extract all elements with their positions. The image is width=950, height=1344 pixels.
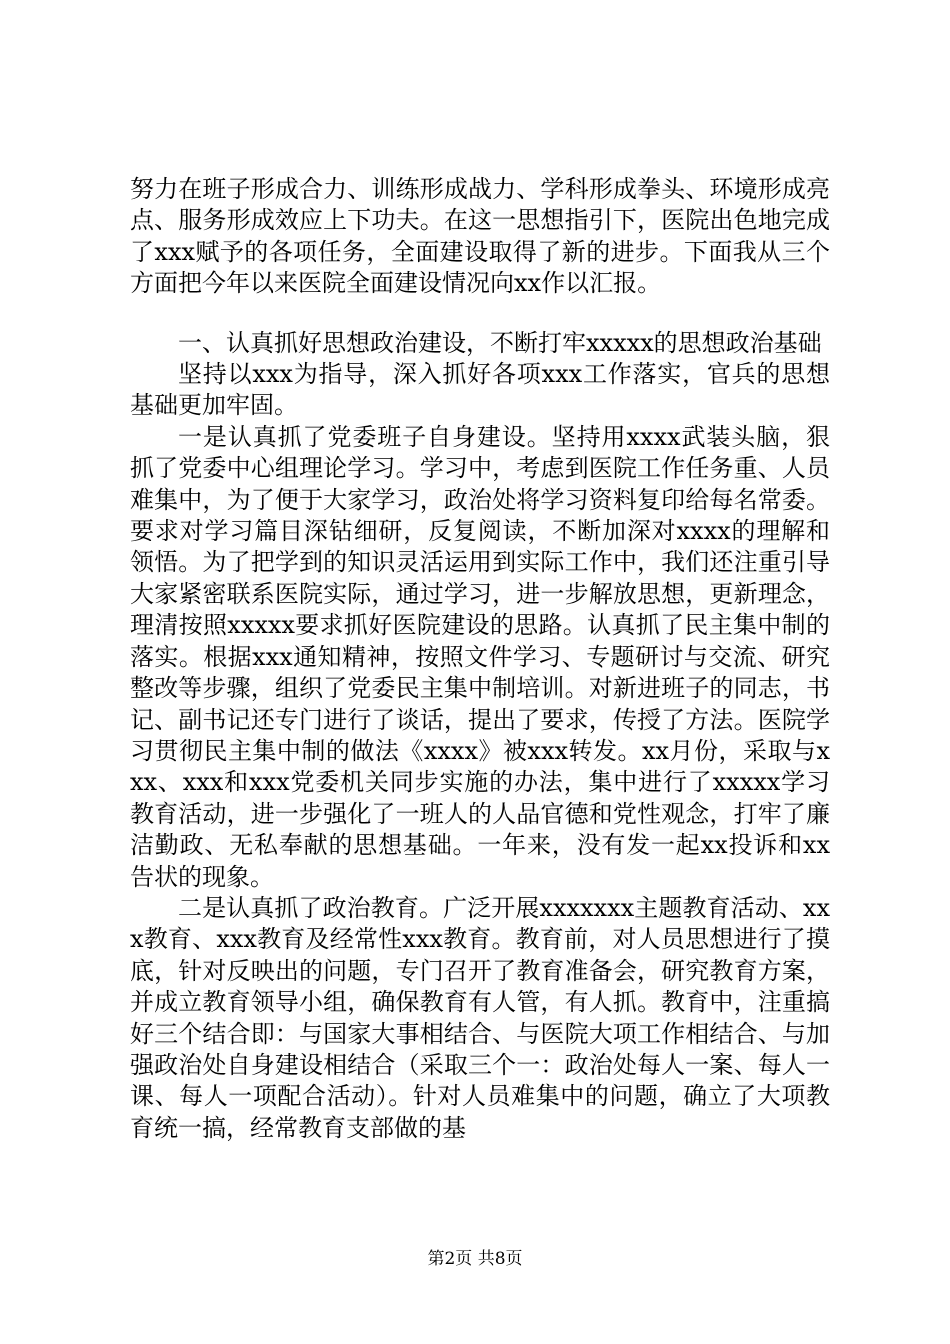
party-committee-paragraph: 一是认真抓了党委班子自身建设。坚持用xxxx武装头脑，狠抓了党委中心组理论学习。学习中，考虑到医院工作任务重、人员难集中，为了便于大家学习，政治处将学习资料复印给每名常委。要求对学习篇目深钻细研，反复阅读，不断加深对xxxx的理解和领悟。为了把学到的知识灵活运用到实际工作中，我们还注重引导大家紧密联系医院实际，通过学习，进一步解放思想，更新理念，理清按照xxxxx要求抓好医院建设的思路。认真抓了民主集中制的落实。根据xxx通知精神，按照文件学习、专题研讨与交流、研究整改等步骤，组织了党委民主集中制培训。对新进班子的同志，书记、副书记还专门进行了谈话，提出了要求，传授了方法。医院学习贯彻民主集中制的做法《xxxx》被xxx转发。xx月份，采取与xxx、xxx和xxx党委机关同步实施的办法，集中进行了xxxxx学习教育活动，进一步强化了一班人的人品官德和党性观念，打牢了廉洁勤政、无私奉献的思想基础。一年来，没有发一起xx投诉和xx告状的现象。 xyxy=(130,422,830,891)
document-body xyxy=(130,174,830,1144)
section-heading: 一、认真抓好思想政治建设，不断打牢xxxxx的思想政治基础 xyxy=(178,328,822,357)
section-summary-paragraph: 坚持以xxx为指导，深入抓好各项xxx工作落实，官兵的思想基础更加牢固。 xyxy=(130,360,830,420)
political-education-paragraph: 二是认真抓了政治教育。广泛开展xxxxxxx主题教育活动、xxx教育、xxx教育及经常性xxx教育。教育前，对人员思想进行了摸底，针对反映出的问题，专门召开了教育准备会，研究教育方案，并成立教育领导小组，确保教育有人管，有人抓。教育中，注重搞好三个结合即：与国家大事相结合、与医院大项工作相结合、与加强政治处自身建设相结合（采取三个一：政治处每人一案、每人一课、每人一项配合活动）。针对人员难集中的问题，确立了大项教育统一搞，经常教育支部做的基 xyxy=(130,893,830,1142)
page-number-footer: 第2页 共8页 xyxy=(427,1249,523,1269)
intro-paragraph: 努力在班子形成合力、训练形成战力、学科形成拳头、环境形成亮点、服务形成效应上下功夫。在这一思想指引下，医院出色地完成了xxx赋予的各项任务，全面建设取得了新的进步。下面我从三个方面把今年以来医院全面建设情况向xx作以汇报。 xyxy=(130,175,830,298)
